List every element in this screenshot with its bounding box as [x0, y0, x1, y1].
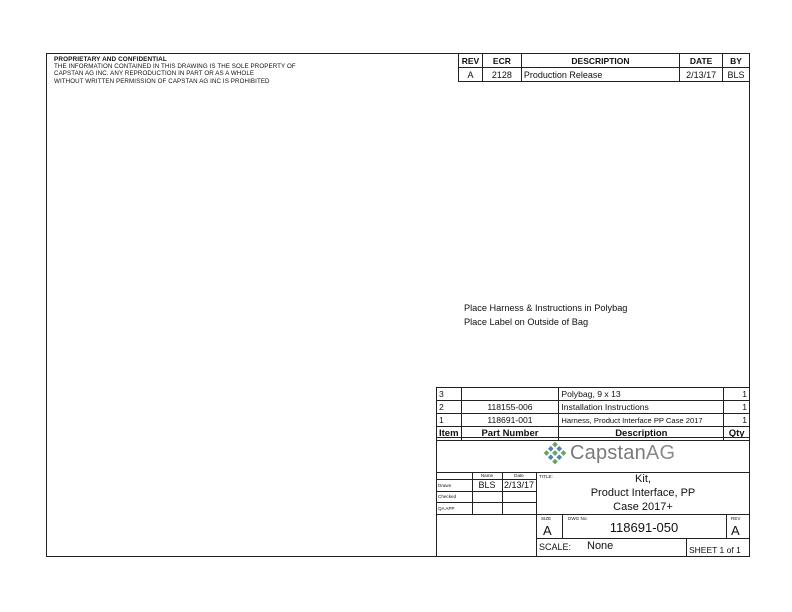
- confidentiality-notice: [54, 56, 354, 85]
- confidentiality-line: CAPSTAN AG INC. ANY REPRODUCTION IN PART OR AS A WHOLE: [54, 70, 255, 78]
- tb-divider: [502, 472, 503, 514]
- tb-divider: [536, 538, 750, 539]
- revision-table: [458, 53, 750, 82]
- size-value: A: [543, 523, 552, 538]
- logo-text-capstan: Capstan: [570, 441, 646, 464]
- logo-wordmark: [570, 442, 675, 465]
- bom-description: Installation Instructions: [559, 401, 724, 414]
- tb-divider: [726, 514, 727, 538]
- rev-value: A: [731, 523, 740, 538]
- drawn-label: Drawn: [438, 483, 452, 488]
- note-line: Place Label on Outside of Bag: [464, 317, 589, 327]
- bom-part: 118155-006: [461, 401, 559, 414]
- bom-qty: 1: [724, 401, 750, 414]
- bom-qty: 1: [724, 414, 750, 427]
- assembly-notes: [464, 301, 627, 329]
- bom-qty: 1: [724, 388, 750, 401]
- tb-divider: [436, 514, 536, 515]
- rev-header: REV: [459, 54, 483, 68]
- bom-description-header: Description: [559, 427, 724, 441]
- dwg-number: 118691-050: [609, 520, 679, 535]
- capstan-diamond-icon: [543, 441, 567, 465]
- checked-label: Checked: [438, 494, 457, 499]
- scale-value: None: [587, 540, 614, 552]
- bom-part: [461, 388, 559, 401]
- by-cell: BLS: [723, 68, 750, 82]
- note-line: Place Harness & Instructions in Polybag: [464, 303, 628, 313]
- date-col-header: Date: [514, 473, 524, 478]
- tb-divider: [436, 491, 536, 492]
- bom-part: 118691-001: [461, 414, 559, 427]
- date-header: DATE: [680, 54, 723, 68]
- date-cell: 2/13/17: [680, 68, 723, 82]
- title-line: Case 2017+: [613, 501, 673, 513]
- logo-text-ag: AG: [645, 441, 676, 464]
- bom-description: Harness, Product Interface PP Case 2017: [559, 414, 724, 427]
- bom-item: 2: [437, 401, 462, 414]
- capstan-ag-logo: [543, 441, 675, 465]
- tb-divider: [536, 514, 750, 515]
- bom-item: 1: [437, 414, 462, 427]
- dwg-number-label: DWG No:: [568, 516, 588, 521]
- rev-label: REV: [731, 516, 741, 521]
- part-number-header: Part Number: [461, 427, 559, 441]
- bom-row: [437, 414, 750, 427]
- bom-description: Polybag, 9 x 13: [559, 388, 724, 401]
- description-header: DESCRIPTION: [521, 54, 679, 68]
- revision-row: [459, 68, 750, 82]
- title-line: Kit,: [635, 473, 651, 485]
- description-cell: Production Release: [521, 68, 679, 82]
- ecr-header: ECR: [482, 54, 521, 68]
- size-label: SIZE: [541, 516, 552, 521]
- tb-divider: [436, 502, 536, 503]
- confidentiality-line: WITHOUT WRITTEN PERMISSION OF CAPSTAN AG INC IS PROHIBITED: [54, 77, 270, 85]
- drawing-title: [536, 472, 750, 514]
- ecr-cell: 2128: [482, 68, 521, 82]
- drawn-date: 2/13/17: [503, 480, 535, 490]
- tb-divider: [472, 472, 473, 514]
- by-header: BY: [723, 54, 750, 68]
- confidentiality-line: THE INFORMATION CONTAINED IN THIS DRAWING IS THE SOLE PROPERTY OF: [54, 63, 296, 71]
- tb-divider: [686, 538, 687, 557]
- bom-row: [437, 401, 750, 414]
- confidentiality-heading: PROPRIETARY AND CONFIDENTIAL: [54, 56, 167, 63]
- item-header: Item: [437, 427, 462, 441]
- scale-label: SCALE:: [539, 542, 572, 552]
- bom-item: 3: [437, 388, 462, 401]
- name-header: Name: [480, 473, 494, 478]
- qa-approval-label: QA APP: [438, 506, 455, 511]
- title-label: TITLE:: [539, 474, 553, 479]
- sheet-count: SHEET 1 of 1: [689, 545, 741, 555]
- rev-cell: A: [459, 68, 483, 82]
- title-line: Product Interface, PP: [590, 487, 696, 499]
- bill-of-materials: [436, 387, 750, 441]
- qty-header: Qty: [724, 427, 750, 441]
- bom-row: [437, 388, 750, 401]
- drawn-name: BLS: [478, 480, 496, 490]
